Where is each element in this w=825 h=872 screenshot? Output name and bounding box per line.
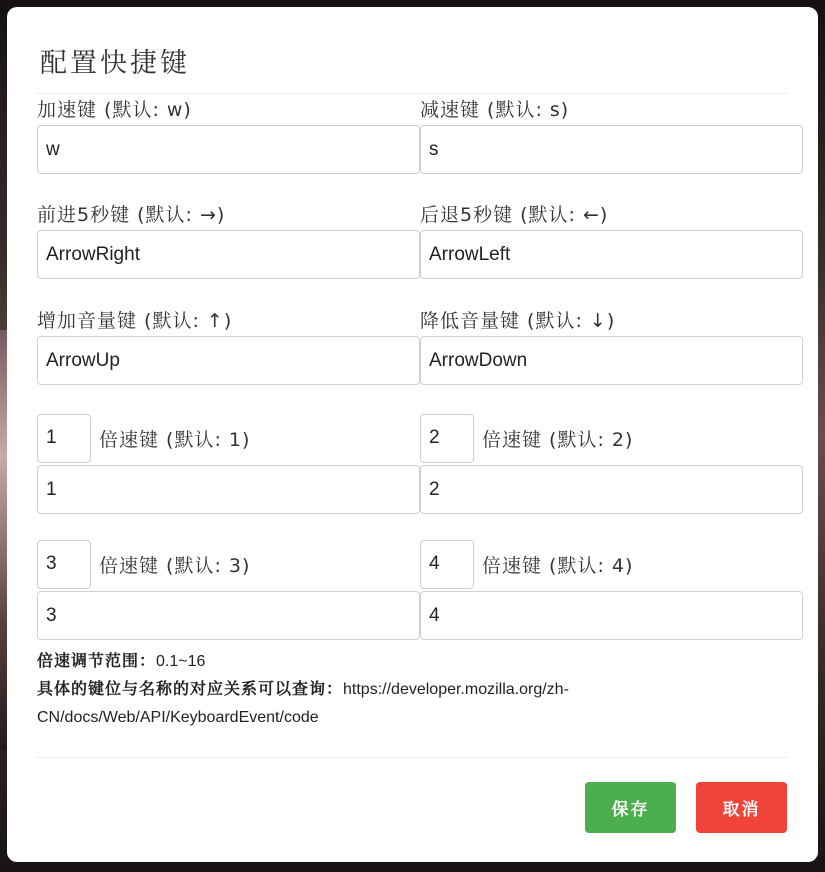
rate-range-value: 0.1~16 xyxy=(156,653,206,670)
key-lookup-label: 具体的键位与名称的对应关系可以查询： xyxy=(37,679,344,698)
forward-field xyxy=(37,200,420,279)
volume-down-label: 降低音量键 (默认: ↓) xyxy=(420,310,616,332)
forward-input[interactable] xyxy=(37,230,420,279)
rate-1-key-input[interactable] xyxy=(37,465,420,514)
dialog-title: 配置快捷键 xyxy=(40,48,190,79)
rate-range-label: 倍速调节范围： xyxy=(37,651,157,670)
help-notes xyxy=(37,647,697,731)
rate-4-label: 倍速键 (默认: 4) xyxy=(482,554,634,577)
volume-up-label: 增加音量键 (默认: ↑) xyxy=(37,310,233,332)
cancel-button[interactable]: 取消 xyxy=(696,782,787,833)
rate-4-field xyxy=(420,539,803,640)
forward-label: 前进5秒键 (默认: →) xyxy=(37,204,226,226)
volume-down-input[interactable] xyxy=(420,336,803,385)
rate-2-key-input[interactable] xyxy=(420,465,803,514)
rate-1-field xyxy=(37,413,420,514)
rate-3-label: 倍速键 (默认: 3) xyxy=(99,554,251,577)
rate-range-note xyxy=(37,647,697,675)
volume-up-input[interactable] xyxy=(37,336,420,385)
speed-down-label: 减速键 (默认: s) xyxy=(420,99,570,121)
rate-1-label: 倍速键 (默认: 1) xyxy=(99,428,251,451)
backward-input[interactable] xyxy=(420,230,803,279)
header-divider xyxy=(37,93,788,94)
rate-3-field xyxy=(37,539,420,640)
volume-down-field xyxy=(420,306,803,385)
shortcut-config-dialog xyxy=(7,7,818,862)
rate-4-key-input[interactable] xyxy=(420,591,803,640)
speed-up-label: 加速键 (默认: w) xyxy=(37,99,192,121)
rate-2-field xyxy=(420,413,803,514)
footer-divider xyxy=(37,757,788,758)
rate-1-value-input[interactable] xyxy=(37,414,91,463)
key-lookup-url: https://developer.mozilla.org/zh-CN/docs/Web/API/KeyboardEvent/code xyxy=(37,681,569,726)
key-lookup-note xyxy=(37,675,697,731)
speed-up-field xyxy=(37,95,420,174)
rate-2-label: 倍速键 (默认: 2) xyxy=(482,428,634,451)
backward-field xyxy=(420,200,803,279)
rate-2-value-input[interactable] xyxy=(420,414,474,463)
speed-up-input[interactable] xyxy=(37,125,420,174)
save-button[interactable]: 保存 xyxy=(585,782,676,833)
speed-down-field xyxy=(420,95,803,174)
rate-4-value-input[interactable] xyxy=(420,540,474,589)
volume-up-field xyxy=(37,306,420,385)
rate-3-value-input[interactable] xyxy=(37,540,91,589)
rate-3-key-input[interactable] xyxy=(37,591,420,640)
backward-label: 后退5秒键 (默认: ←) xyxy=(420,204,609,226)
speed-down-input[interactable] xyxy=(420,125,803,174)
